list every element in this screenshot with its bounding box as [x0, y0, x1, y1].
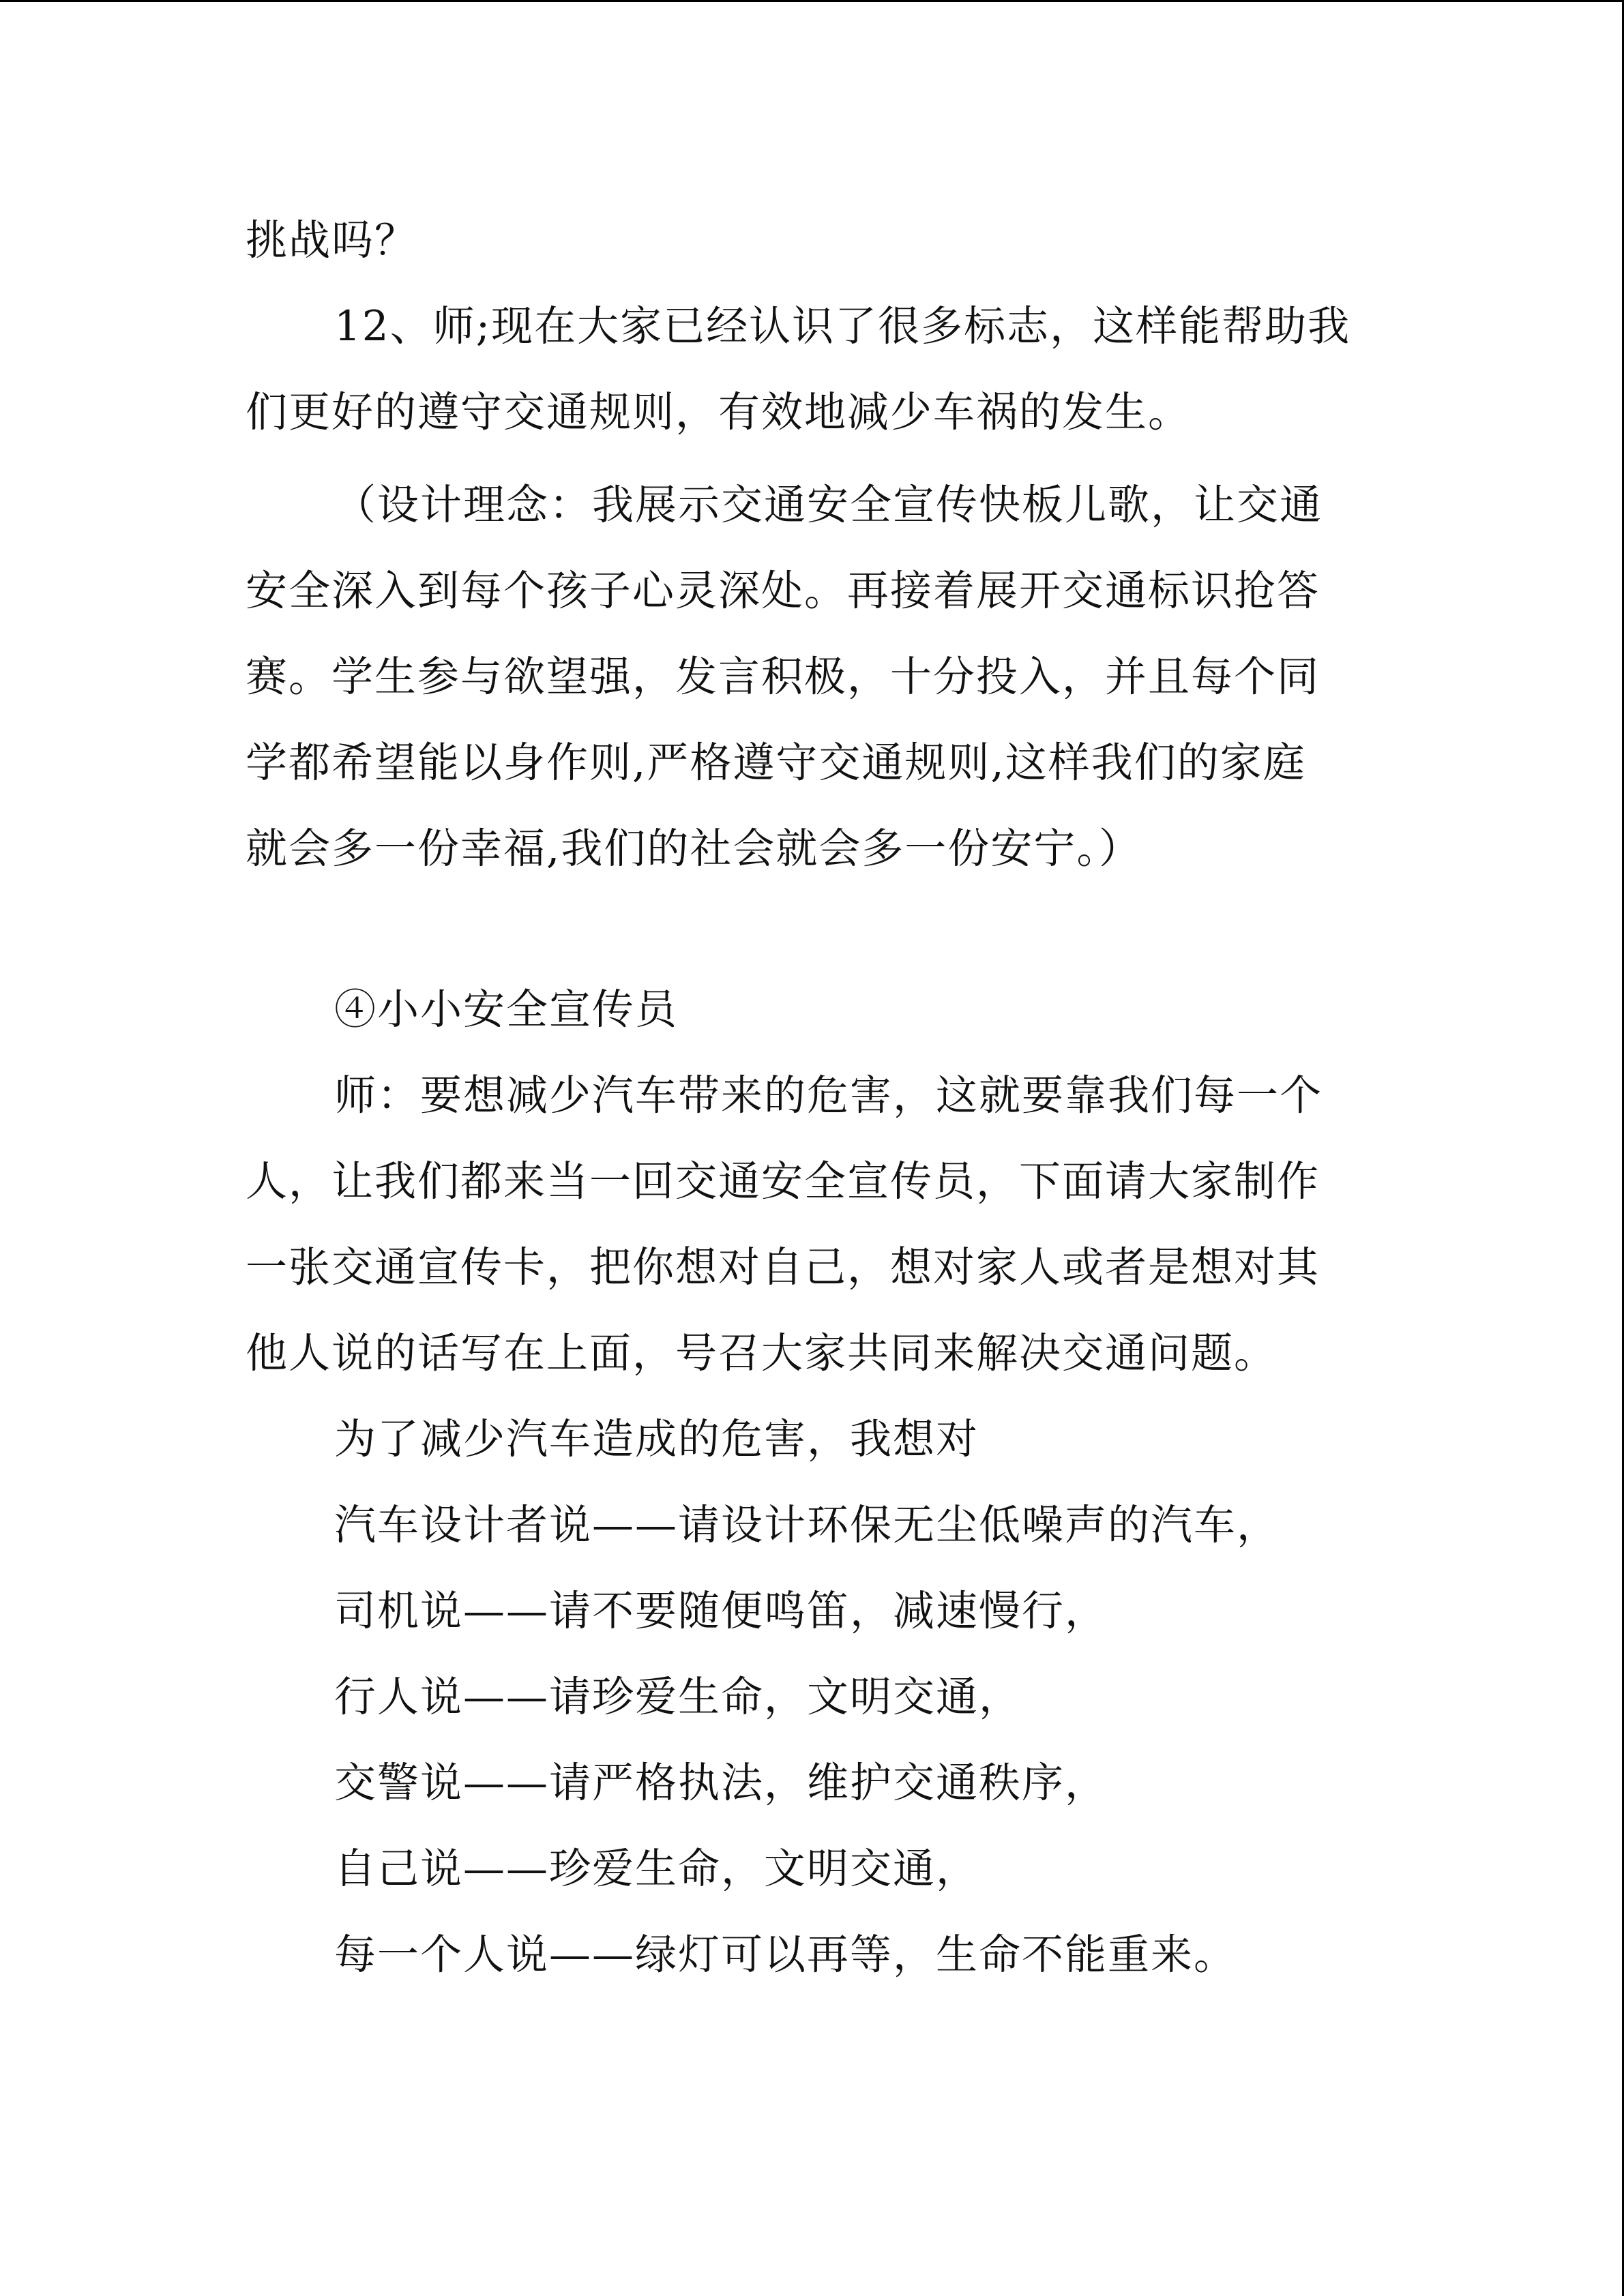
design-note-line: 学都希望能以身作则,严格遵守交通规则,这样我们的家庭	[246, 739, 1306, 787]
design-note-line: （设计理念：我展示交通安全宣传快板儿歌，让交通	[334, 481, 1323, 529]
paragraph-line: 挑战吗？	[246, 216, 418, 265]
page-border-top	[0, 0, 1624, 2]
list-line: 交警说——请严格执法，维护交通秩序，	[334, 1759, 1108, 1807]
list-line: 汽车设计者说——请设计环保无尘低噪声的汽车，	[334, 1501, 1280, 1549]
design-note-line: 赛。学生参与欲望强，发言积极，十分投入，并且每个同	[246, 653, 1320, 701]
list-line: 行人说——请珍爱生命，文明交通，	[334, 1673, 1022, 1721]
design-note-line: 就会多一份幸福,我们的社会就会多一份安宁。）	[246, 824, 1142, 873]
list-line: 每一个人说——绿灯可以再等，生命不能重来。	[334, 1930, 1237, 1979]
design-note-line: 安全深入到每个孩子心灵深处。再接着展开交通标识抢答	[246, 567, 1320, 615]
section-gap	[246, 892, 1350, 967]
paragraph-gap	[246, 456, 1350, 462]
paragraph-line: 师：要想减少汽车带来的危害，这就要靠我们每一个	[334, 1071, 1323, 1120]
paragraph-line: 一张交通宣传卡，把你想对自己，想对家人或者是想对其	[246, 1243, 1320, 1292]
paragraph-line: 他人说的话写在上面，号召大家共同来解决交通问题。	[246, 1329, 1278, 1377]
paragraph-line: 人，让我们都来当一回交通安全宣传员，下面请大家制作	[246, 1157, 1320, 1206]
paragraph-line: 12、师;现在大家已经认识了很多标志，这样能帮助我	[334, 302, 1351, 351]
list-line: 自己说——珍爱生命，文明交通，	[334, 1845, 979, 1893]
list-line: 司机说——请不要随便鸣笛，减速慢行，	[334, 1587, 1108, 1635]
list-line: 为了减少汽车造成的危害，我想对	[334, 1415, 979, 1463]
section-heading: ④小小安全宣传员	[334, 985, 679, 1034]
document-body	[246, 198, 1350, 1998]
paragraph-line: 们更好的遵守交通规则，有效地减少车祸的发生。	[246, 388, 1192, 436]
